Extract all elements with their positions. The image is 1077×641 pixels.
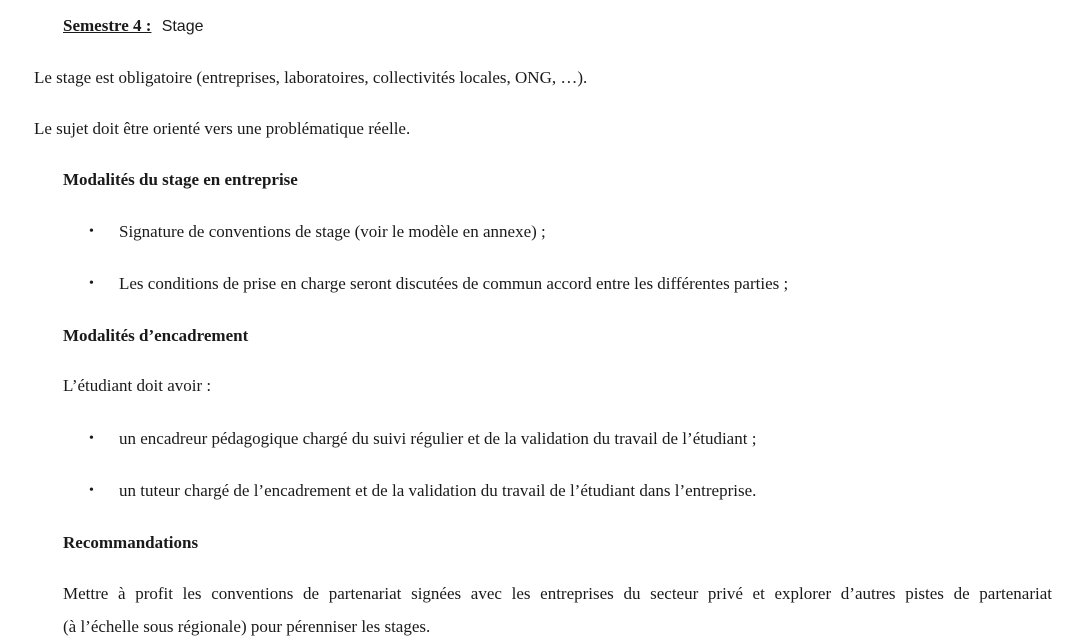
semester-value: Stage xyxy=(161,18,204,35)
heading-stage-modalities: Modalités du stage en entreprise xyxy=(63,170,298,189)
bullet-icon: • xyxy=(89,483,94,498)
semester-title xyxy=(63,16,204,37)
supervision-bullet-2: un tuteur chargé de l’encadrement et de la validation du travail de l’étudiant dans l’entreprise. xyxy=(119,481,757,500)
intro-paragraph-1: Le stage est obligatoire (entreprises, laboratoires, collectivités locales, ONG, …). xyxy=(34,68,588,87)
stage-bullet-2: Les conditions de prise en charge seront discutées de commun accord entre les différentes parties ; xyxy=(119,274,789,293)
recommendation-paragraph-line-1: Mettre à profit les conventions de partenariat signées avec les entreprises du secteur privé et explorer d’autres pistes de partenariat xyxy=(63,584,1052,603)
supervision-bullet-1: un encadreur pédagogique chargé du suivi régulier et de la validation du travail de l’étudiant ; xyxy=(119,429,757,448)
recommendation-paragraph-line-2: (à l’échelle sous régionale) pour pérenniser les stages. xyxy=(63,617,431,636)
stage-bullet-1: Signature de conventions de stage (voir le modèle en annexe) ; xyxy=(119,222,546,241)
bullet-icon: • xyxy=(89,224,94,239)
bullet-icon: • xyxy=(89,431,94,446)
bullet-icon: • xyxy=(89,276,94,291)
supervision-lead: L’étudiant doit avoir : xyxy=(63,376,212,395)
heading-supervision-modalities: Modalités d’encadrement xyxy=(63,326,249,345)
intro-paragraph-2: Le sujet doit être orienté vers une problématique réelle. xyxy=(34,119,411,138)
semester-label: Semestre 4 : xyxy=(63,16,152,35)
heading-recommendations: Recommandations xyxy=(63,533,199,552)
